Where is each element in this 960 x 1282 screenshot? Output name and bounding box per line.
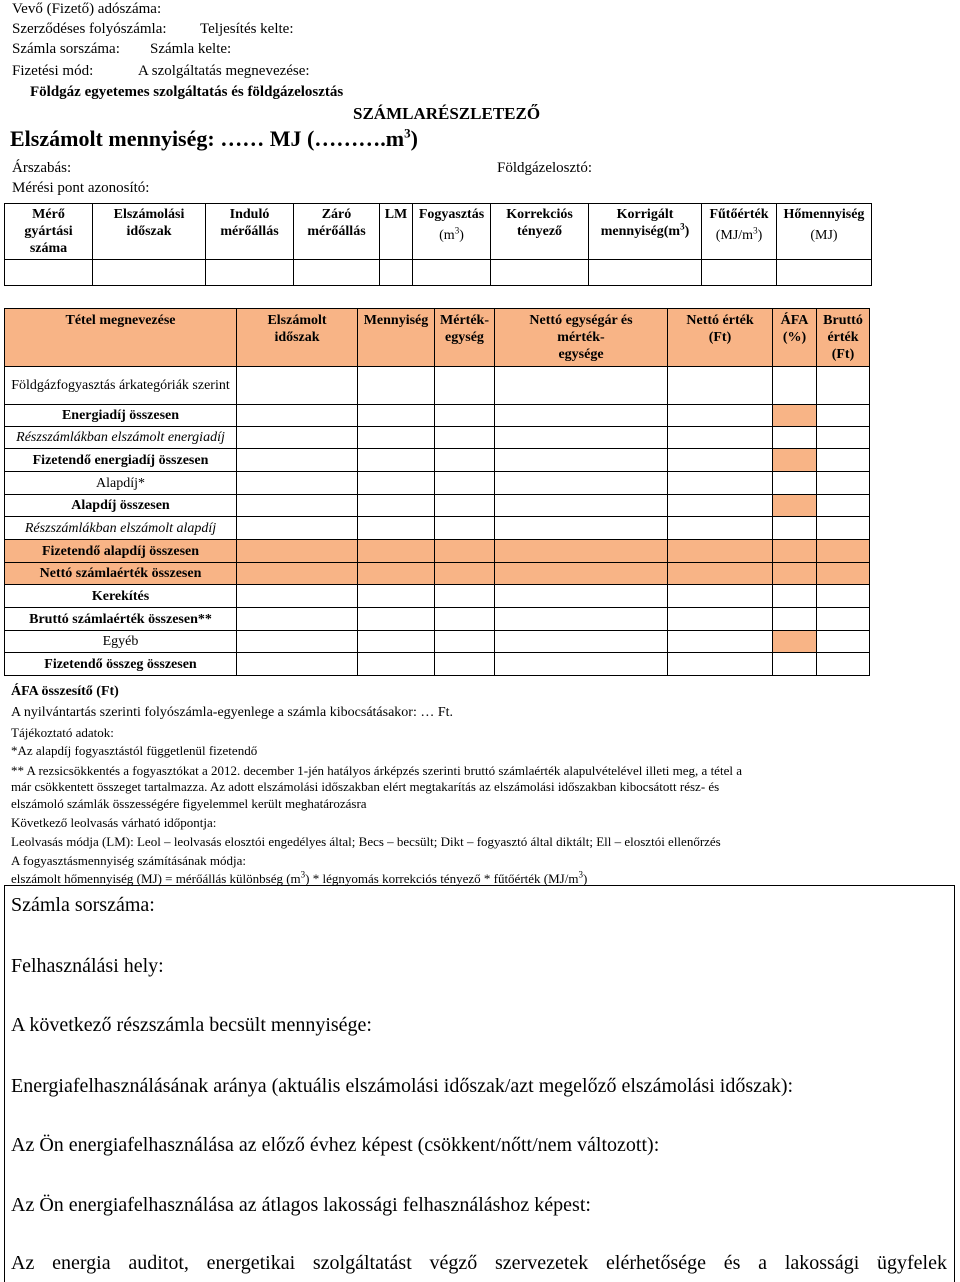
items-header-name: Tétel megnevezése <box>5 309 237 367</box>
reading-method: Leolvasás módja (LM): Leol – leolvasás elosztói engedélyes által; Becs – becsült; Dikt – fogyasztó által diktált; Ell – elosztói ellenőrzés <box>11 834 721 849</box>
row-label: Bruttó számlaérték összesen** <box>5 608 237 631</box>
meter-col-lm: LM <box>380 204 413 260</box>
row-label: Alapdíj* <box>5 472 237 495</box>
meter-col-heat-quantity: Hőmennyiség (MJ) <box>777 204 872 260</box>
billed-quantity-close: ) <box>410 126 418 151</box>
items-header-period: Elszámolt időszak <box>237 309 358 367</box>
note-base-fee: *Az alapdíj fogyasztástól függetlenül fizetendő <box>11 743 258 758</box>
items-header-vat: ÁFA (%) <box>773 309 817 367</box>
invoice-number-label: Számla sorszáma: <box>12 41 120 57</box>
info-title: Tájékoztató adatok: <box>11 725 114 740</box>
table-row <box>5 563 870 585</box>
meter-col-end-reading: Záró mérőállás <box>294 204 380 260</box>
fulfillment-date-label: Teljesítés kelte: <box>200 21 294 37</box>
details-title: SZÁMLARÉSZLETEZŐ <box>353 104 541 123</box>
pod-label: Mérési pont azonosító: <box>12 180 150 196</box>
row-label: Fizetendő összeg összesen <box>5 653 237 676</box>
table-row <box>5 367 870 405</box>
items-table <box>4 308 870 676</box>
row-label: Részszámlákban elszámolt energiadíj <box>5 427 237 449</box>
meter-col-serial: Mérő gyártási száma <box>5 204 93 260</box>
table-row <box>5 405 870 427</box>
account-balance: A nyilvántartás szerinti folyószámla-egyenlege a számla kibocsátásakor: … Ft. <box>11 705 454 720</box>
contract-account-label: Szerződéses folyószámla: <box>12 21 167 37</box>
calc-formula: elszámolt hőmennyiség (MJ) = mérőállás különbség $(m^3)$ * légnyomás korrekciós tényező * fűtőérték $(MJ/m^3)$ <box>11 869 588 886</box>
info-box <box>4 885 955 1282</box>
note-reduction-2: már csökkentett összeget tartalmazza. Az adott elszámolási időszakban elért megtakarítás az elszámolási időszakban kibocsátott rész- és <box>11 779 720 794</box>
box-invoice-number: Számla sorszáma: <box>11 894 155 916</box>
table-row <box>5 540 870 563</box>
items-header-unit-price: Nettó egységár és mérték- egysége <box>495 309 668 367</box>
billed-quantity <box>10 126 418 152</box>
service-name-label: A szolgáltatás megnevezése: <box>138 63 310 79</box>
billed-quantity-sup: 3 <box>404 125 411 141</box>
next-reading: Következő leolvasás várható időpontja: <box>11 815 217 830</box>
row-label: Alapdíj összesen <box>5 495 237 517</box>
invoice-date-label: Számla kelte: <box>150 41 232 57</box>
table-row <box>5 472 870 495</box>
box-energy-audit: Az energia auditot, energetikai szolgáltatást végző szervezetek elérhetősége és a lakossági ügyfelek <box>11 1252 947 1274</box>
table-row <box>5 449 870 472</box>
row-label: Nettó számlaérték összesen <box>5 563 237 585</box>
table-row <box>5 653 870 676</box>
box-energy-ratio: Energiafelhasználásának aránya (aktuális elszámolási időszak/azt megelőző elszámolási időszak): <box>11 1075 794 1097</box>
vat-summary: ÁFA összesítő (Ft) <box>11 684 119 699</box>
table-row <box>5 517 870 540</box>
table-row <box>5 608 870 631</box>
row-label: Egyéb <box>5 631 237 653</box>
box-next-estimate: A következő részszámla becsült mennyisége: <box>11 1014 372 1036</box>
items-header-qty: Mennyiség <box>358 309 435 367</box>
row-label: Fizetendő alapdíj összesen <box>5 540 237 563</box>
meter-table <box>4 203 872 286</box>
calc-title: A fogyasztásmennyiség számításának módja: <box>11 853 247 868</box>
row-label: Földgázfogyasztás árkategóriák szerint <box>5 367 237 405</box>
box-vs-average: Az Ön energiafelhasználása az átlagos lakossági felhasználáshoz képest: <box>11 1194 591 1216</box>
row-label: Kerekítés <box>5 585 237 608</box>
meter-col-period: Elszámolási időszak <box>93 204 206 260</box>
table-row <box>5 585 870 608</box>
service-name: Földgáz egyetemes szolgáltatás és földgázelosztás <box>30 84 344 100</box>
row-label: Energiadíj összesen <box>5 405 237 427</box>
box-place-of-use: Felhasználási hely: <box>11 955 164 977</box>
billed-quantity-text: Elszámolt mennyiség: …… MJ (……….m <box>10 126 405 151</box>
row-label: Részszámlákban elszámolt alapdíj <box>5 517 237 540</box>
note-reduction-1: ** A rezsicsökkentés a fogyasztókat a 2012. december 1-jén hatályos árképzés szerinti bruttó számlaérték alapulvételével illeti meg, a tétel a <box>11 763 742 778</box>
distributor-label: Földgázelosztó: <box>497 160 592 176</box>
meter-col-corrected: Korrigált $mennyiség(m^3)$ <box>589 204 702 260</box>
box-vs-previous-year: Az Ön energiafelhasználása az előző évhez képest (csökkent/nőtt/nem változott): <box>11 1134 660 1156</box>
items-header-net: Nettó érték (Ft) <box>668 309 773 367</box>
tariff-label: Árszabás: <box>12 160 72 176</box>
meter-col-consumption: Fogyasztás $(m^3)$ <box>413 204 491 260</box>
table-row <box>5 631 870 653</box>
buyer-tax-number: Vevő (Fizető) adószáma: <box>12 1 162 17</box>
meter-col-start-reading: Induló mérőállás <box>206 204 294 260</box>
payment-method-label: Fizetési mód: <box>12 63 94 79</box>
row-label: Fizetendő energiadíj összesen <box>5 449 237 472</box>
meter-col-heating-value: Fűtőérték $(MJ/m^3)$ <box>702 204 777 260</box>
meter-empty-row <box>5 260 872 286</box>
table-row <box>5 495 870 517</box>
table-row <box>5 427 870 449</box>
items-header-gross: Bruttó érték (Ft) <box>817 309 870 367</box>
note-reduction-3: elszámoló számlák összességére figyelemmel került meghatározásra <box>11 796 367 811</box>
items-header-unit: Mérték- egység <box>435 309 495 367</box>
meter-col-correction: Korrekciós tényező <box>491 204 589 260</box>
